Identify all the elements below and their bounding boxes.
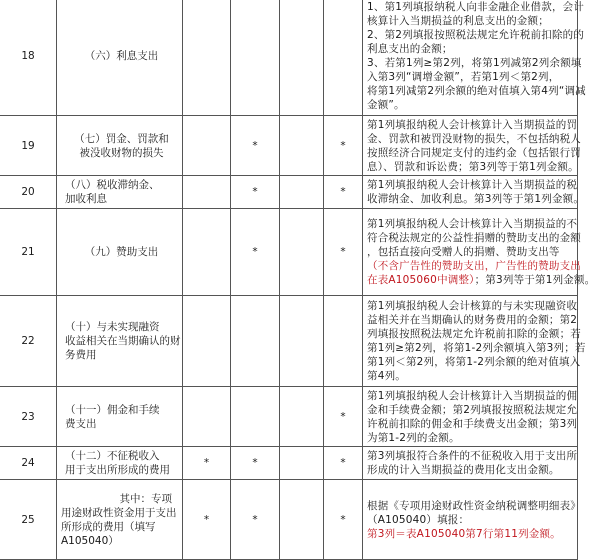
tax-amount-cell: * xyxy=(231,447,280,480)
row-number: 18 xyxy=(0,0,57,116)
item-name: （八）税收滞纳金、 加收利息 xyxy=(57,176,183,209)
item-name: 其中：专项 用途财政性资金用于支出 所形成的费用（填写 A105040） xyxy=(57,480,183,560)
increase-amount-cell xyxy=(280,209,324,296)
instructions-cell: 第1列填报纳税人会计核算计入当期损益的罚 金、罚款和被罚没财物的损失，不包括纳税人 按照经济合同规定支付的违约金（包括银行罚 息）、罚款和诉讼费；第3列等于第1列金额。 xyxy=(363,116,578,176)
decrease-amount-cell: * xyxy=(324,447,363,480)
note-red-text: 第3列＝表A105040第7行第11列金额。 xyxy=(367,527,561,540)
instructions-cell: 第3列填报符合条件的不征税收入用于支出所 形成的计入当期损益的费用化支出金额。 xyxy=(363,447,578,480)
increase-amount-cell xyxy=(280,116,324,176)
note-red-text: （不含广告性的赞助支出，广告性的赞助支出 xyxy=(367,260,581,272)
decrease-amount-cell: * xyxy=(324,480,363,560)
increase-amount-cell xyxy=(280,447,324,480)
decrease-amount-cell xyxy=(324,296,363,387)
instructions-cell: 根据《专项用途财政性资金纳税调整明细表》 （A105040）填报： 第3列＝表A105040第7行第11列金额。 xyxy=(363,480,578,560)
table-row xyxy=(0,176,578,209)
book-amount-cell: * xyxy=(183,447,231,480)
item-name: （六）利息支出 xyxy=(57,0,183,116)
book-amount-cell xyxy=(183,176,231,209)
note-red-text: 在表A105060中调整） xyxy=(367,274,475,286)
book-amount-cell xyxy=(183,116,231,176)
book-amount-cell xyxy=(183,209,231,296)
item-name: （十二）不征税收入 用于支出所形成的费用 xyxy=(57,447,183,480)
increase-amount-cell xyxy=(280,296,324,387)
tax-amount-cell xyxy=(231,296,280,387)
table-row xyxy=(0,387,578,447)
instructions-cell: 第1列填报纳税人会计核算计入当期损益的税 收滞纳金、加收利息。第3列等于第1列金额。 xyxy=(363,176,578,209)
decrease-amount-cell: * xyxy=(324,387,363,447)
tax-amount-cell: * xyxy=(231,116,280,176)
table-row xyxy=(0,116,578,176)
book-amount-cell: * xyxy=(183,480,231,560)
table-row xyxy=(0,0,578,116)
book-amount-cell xyxy=(183,296,231,387)
item-name: （七）罚金、罚款和 被没收财物的损失 xyxy=(57,116,183,176)
item-name: （十）与未实现融资 收益相关在当期确认的财 务费用 xyxy=(57,296,183,387)
increase-amount-cell xyxy=(280,0,324,116)
decrease-amount-cell: * xyxy=(324,209,363,296)
book-amount-cell xyxy=(183,387,231,447)
tax-amount-cell: * xyxy=(231,480,280,560)
instructions-cell: 第1列填报纳税人会计核算的与未实现融资收 益相关并在当期确认的财务费用的金额；第2 列填报按照税法规定允许税前扣除的金额；若 第1列≥第2列，将第1-2列余额填入第3列；若 第1列＜第2列，将第1-2列余额的绝对值填入 第4列。 xyxy=(363,296,578,387)
table-row xyxy=(0,209,578,296)
row-number: 19 xyxy=(0,116,57,176)
table-row xyxy=(0,480,578,560)
tax-amount-cell xyxy=(231,387,280,447)
table-row xyxy=(0,296,578,387)
table-row xyxy=(0,447,578,480)
row-number: 23 xyxy=(0,387,57,447)
decrease-amount-cell xyxy=(324,0,363,116)
increase-amount-cell xyxy=(280,176,324,209)
instructions-cell: 1、第1列填报纳税人向非金融企业借款，会计 核算计入当期损益的利息支出的金额； 2、第2列填报按照税法规定允许税前扣除的的 利息支出的金额； 3、若第1列≥第2列，将第1列减第2列余额填 入第3列“调增金额”，若第1列＜第2列， 将第1列减第2列余额的绝对值填入第4列“调减 金额”。 xyxy=(363,0,578,116)
row-number: 25 xyxy=(0,480,57,560)
row-number: 21 xyxy=(0,209,57,296)
decrease-amount-cell: * xyxy=(324,116,363,176)
row-number: 20 xyxy=(0,176,57,209)
tax-amount-cell: * xyxy=(231,176,280,209)
book-amount-cell xyxy=(183,0,231,116)
row-number: 22 xyxy=(0,296,57,387)
increase-amount-cell xyxy=(280,387,324,447)
instructions-cell: 第1列填报纳税人会计核算计入当期损益的佣 金和手续费金额；第2列填报按照税法规定允 许税前扣除的佣金和手续费支出金额；第3列 为第1-2列的金额。 xyxy=(363,387,578,447)
tax-amount-cell: * xyxy=(231,209,280,296)
item-name: （十一）佣金和手续 费支出 xyxy=(57,387,183,447)
tax-amount-cell xyxy=(231,0,280,116)
decrease-amount-cell: * xyxy=(324,176,363,209)
row-number: 24 xyxy=(0,447,57,480)
increase-amount-cell xyxy=(280,480,324,560)
instructions-cell: 第1列填报纳税人会计核算计入当期损益的不 符合税法规定的公益性捐赠的赞助支出的金额 ，包括直接向受赠人的捐赠、赞助支出等 （不含广告性的赞助支出，广告性的赞助支出 在表A105060中调整）；第3列等于第1列金额。 xyxy=(363,209,578,296)
item-name: （九）赞助支出 xyxy=(57,209,183,296)
